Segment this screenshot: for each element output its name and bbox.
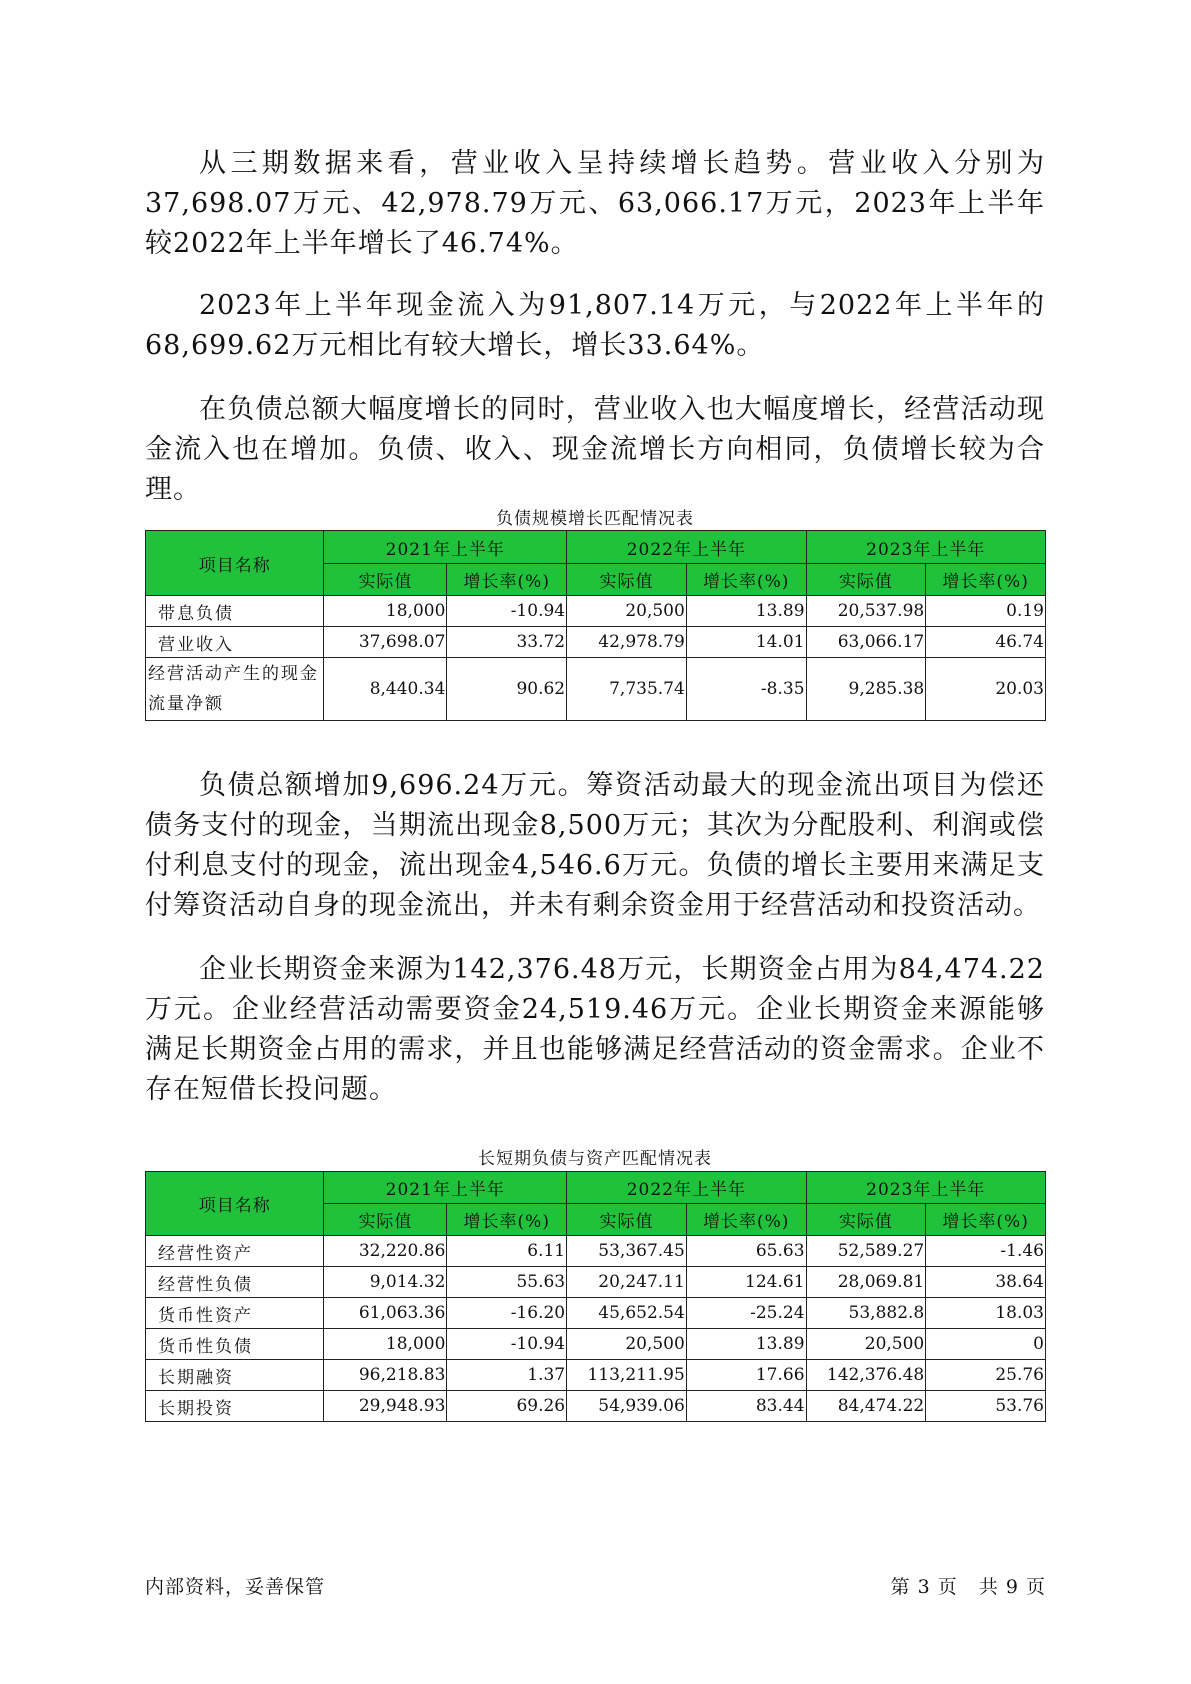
header-period: 2023年上半年 [806, 1172, 1045, 1204]
cell: 55.63 [447, 1267, 567, 1298]
cell: -10.94 [447, 596, 567, 627]
paragraph-revenue-growth: 从三期数据来看，营业收入呈持续增长趋势。营业收入分别为37,698.07万元、42,978.79万元、63,066.17万元，2023年上半年较2022年上半年增长了46.74%。 [145, 148, 1045, 259]
cell: 0.19 [926, 596, 1046, 627]
row-label: 营业收入 [146, 627, 324, 658]
cell: 6.11 [447, 1236, 567, 1267]
cell: 53,367.45 [567, 1236, 687, 1267]
table-row [146, 1236, 1046, 1267]
table-row [146, 1298, 1046, 1329]
cell: 113,211.95 [567, 1360, 687, 1391]
cell: 17.66 [686, 1360, 806, 1391]
cell: 25.76 [926, 1360, 1046, 1391]
cell: 42,978.79 [567, 627, 687, 658]
table-row [146, 1391, 1046, 1422]
header-growth: 增长率(%) [926, 1204, 1046, 1236]
cell: 18.03 [926, 1298, 1046, 1329]
debt-asset-match-table [145, 1171, 1046, 1422]
table-row [146, 1360, 1046, 1391]
cell: 52,589.27 [806, 1236, 926, 1267]
header-period: 2022年上半年 [567, 531, 806, 564]
cell: 61,063.36 [324, 1298, 447, 1329]
header-item-name: 项目名称 [146, 531, 324, 596]
header-item-name: 项目名称 [146, 1172, 324, 1236]
footer-page-number: 第 3 页 共 9 页 [890, 1576, 1046, 1598]
row-label: 货币性资产 [146, 1298, 324, 1329]
cell: 20,537.98 [806, 596, 926, 627]
table-row [146, 627, 1046, 658]
header-period: 2022年上半年 [567, 1172, 806, 1204]
header-growth: 增长率(%) [447, 1204, 567, 1236]
cell: 29,948.93 [324, 1391, 447, 1422]
header-actual: 实际值 [324, 1204, 447, 1236]
paragraph-long-term-funds: 企业长期资金来源为142,376.48万元，长期资金占用为84,474.22万元。企业经营活动需要资金24,519.46万元。企业长期资金来源能够满足长期资金占用的需求，并且也能够满足经营活动的资金需求。企业不存在短借长投问题。 [145, 954, 1045, 1105]
cell: 124.61 [686, 1267, 806, 1298]
cell: 69.26 [447, 1391, 567, 1422]
cell: 33.72 [447, 627, 567, 658]
cell: 13.89 [686, 1329, 806, 1360]
table-row [146, 596, 1046, 627]
cell: 83.44 [686, 1391, 806, 1422]
cell: 18,000 [324, 596, 447, 627]
footer-confidential: 内部资料，妥善保管 [145, 1576, 326, 1598]
row-label: 经营性负债 [146, 1267, 324, 1298]
cell: 53.76 [926, 1391, 1046, 1422]
header-actual: 实际值 [567, 564, 687, 596]
cell: -10.94 [447, 1329, 567, 1360]
header-growth: 增长率(%) [686, 1204, 806, 1236]
header-period: 2021年上半年 [324, 531, 567, 564]
cell: 20,500 [567, 1329, 687, 1360]
cell: 142,376.48 [806, 1360, 926, 1391]
cell: 90.62 [447, 658, 567, 721]
cell: 65.63 [686, 1236, 806, 1267]
cell: 45,652.54 [567, 1298, 687, 1329]
cell: 84,474.22 [806, 1391, 926, 1422]
row-label: 长期融资 [146, 1360, 324, 1391]
header-actual: 实际值 [806, 1204, 926, 1236]
cell: 9,014.32 [324, 1267, 447, 1298]
cell: 20.03 [926, 658, 1046, 721]
cell: 96,218.83 [324, 1360, 447, 1391]
cell: 37,698.07 [324, 627, 447, 658]
cell: 53,882.8 [806, 1298, 926, 1329]
row-label: 经营性资产 [146, 1236, 324, 1267]
header-period: 2023年上半年 [806, 531, 1045, 564]
debt-growth-table [145, 530, 1046, 721]
cell: 32,220.86 [324, 1236, 447, 1267]
paragraph-cash-inflow: 2023年上半年现金流入为91,807.14万元，与2022年上半年的68,699.62万元相比有较大增长，增长33.64%。 [145, 290, 1045, 361]
header-growth: 增长率(%) [447, 564, 567, 596]
cell: 28,069.81 [806, 1267, 926, 1298]
cell: 0 [926, 1329, 1046, 1360]
header-actual: 实际值 [567, 1204, 687, 1236]
table-row [146, 658, 1046, 721]
cell: 20,500 [567, 596, 687, 627]
cell: 20,247.11 [567, 1267, 687, 1298]
cell: 1.37 [447, 1360, 567, 1391]
table-row [146, 1267, 1046, 1298]
table-row [146, 1329, 1046, 1360]
cell: 14.01 [686, 627, 806, 658]
cell: 38.64 [926, 1267, 1046, 1298]
cell: 9,285.38 [806, 658, 926, 721]
paragraph-debt-conclusion: 在负债总额大幅度增长的同时，营业收入也大幅度增长，经营活动现金流入也在增加。负债、收入、现金流增长方向相同，负债增长较为合理。 [145, 394, 1045, 505]
header-growth: 增长率(%) [926, 564, 1046, 596]
header-period: 2021年上半年 [324, 1172, 567, 1204]
cell: -8.35 [686, 658, 806, 721]
cell: -25.24 [686, 1298, 806, 1329]
row-label: 带息负债 [146, 596, 324, 627]
table1-caption: 负债规模增长匹配情况表 [496, 509, 694, 529]
cell: 7,735.74 [567, 658, 687, 721]
paragraph-debt-increase: 负债总额增加9,696.24万元。筹资活动最大的现金流出项目为偿还债务支付的现金，当期流出现金8,500万元；其次为分配股利、利润或偿付利息支付的现金，流出现金4,546.6万元。负债的增长主要用来满足支付筹资活动自身的现金流出，并未有剩余资金用于经营活动和投资活动。 [145, 770, 1045, 921]
row-label: 货币性负债 [146, 1329, 324, 1360]
cell: -1.46 [926, 1236, 1046, 1267]
row-label: 长期投资 [146, 1391, 324, 1422]
table2-caption: 长短期负债与资产匹配情况表 [478, 1149, 712, 1169]
header-actual: 实际值 [324, 564, 447, 596]
cell: 46.74 [926, 627, 1046, 658]
cell: 18,000 [324, 1329, 447, 1360]
cell: 54,939.06 [567, 1391, 687, 1422]
cell: -16.20 [447, 1298, 567, 1329]
header-growth: 增长率(%) [686, 564, 806, 596]
cell: 13.89 [686, 596, 806, 627]
header-actual: 实际值 [806, 564, 926, 596]
cell: 8,440.34 [324, 658, 447, 721]
row-label: 经营活动产生的现金流量净额 [146, 658, 324, 721]
cell: 63,066.17 [806, 627, 926, 658]
cell: 20,500 [806, 1329, 926, 1360]
